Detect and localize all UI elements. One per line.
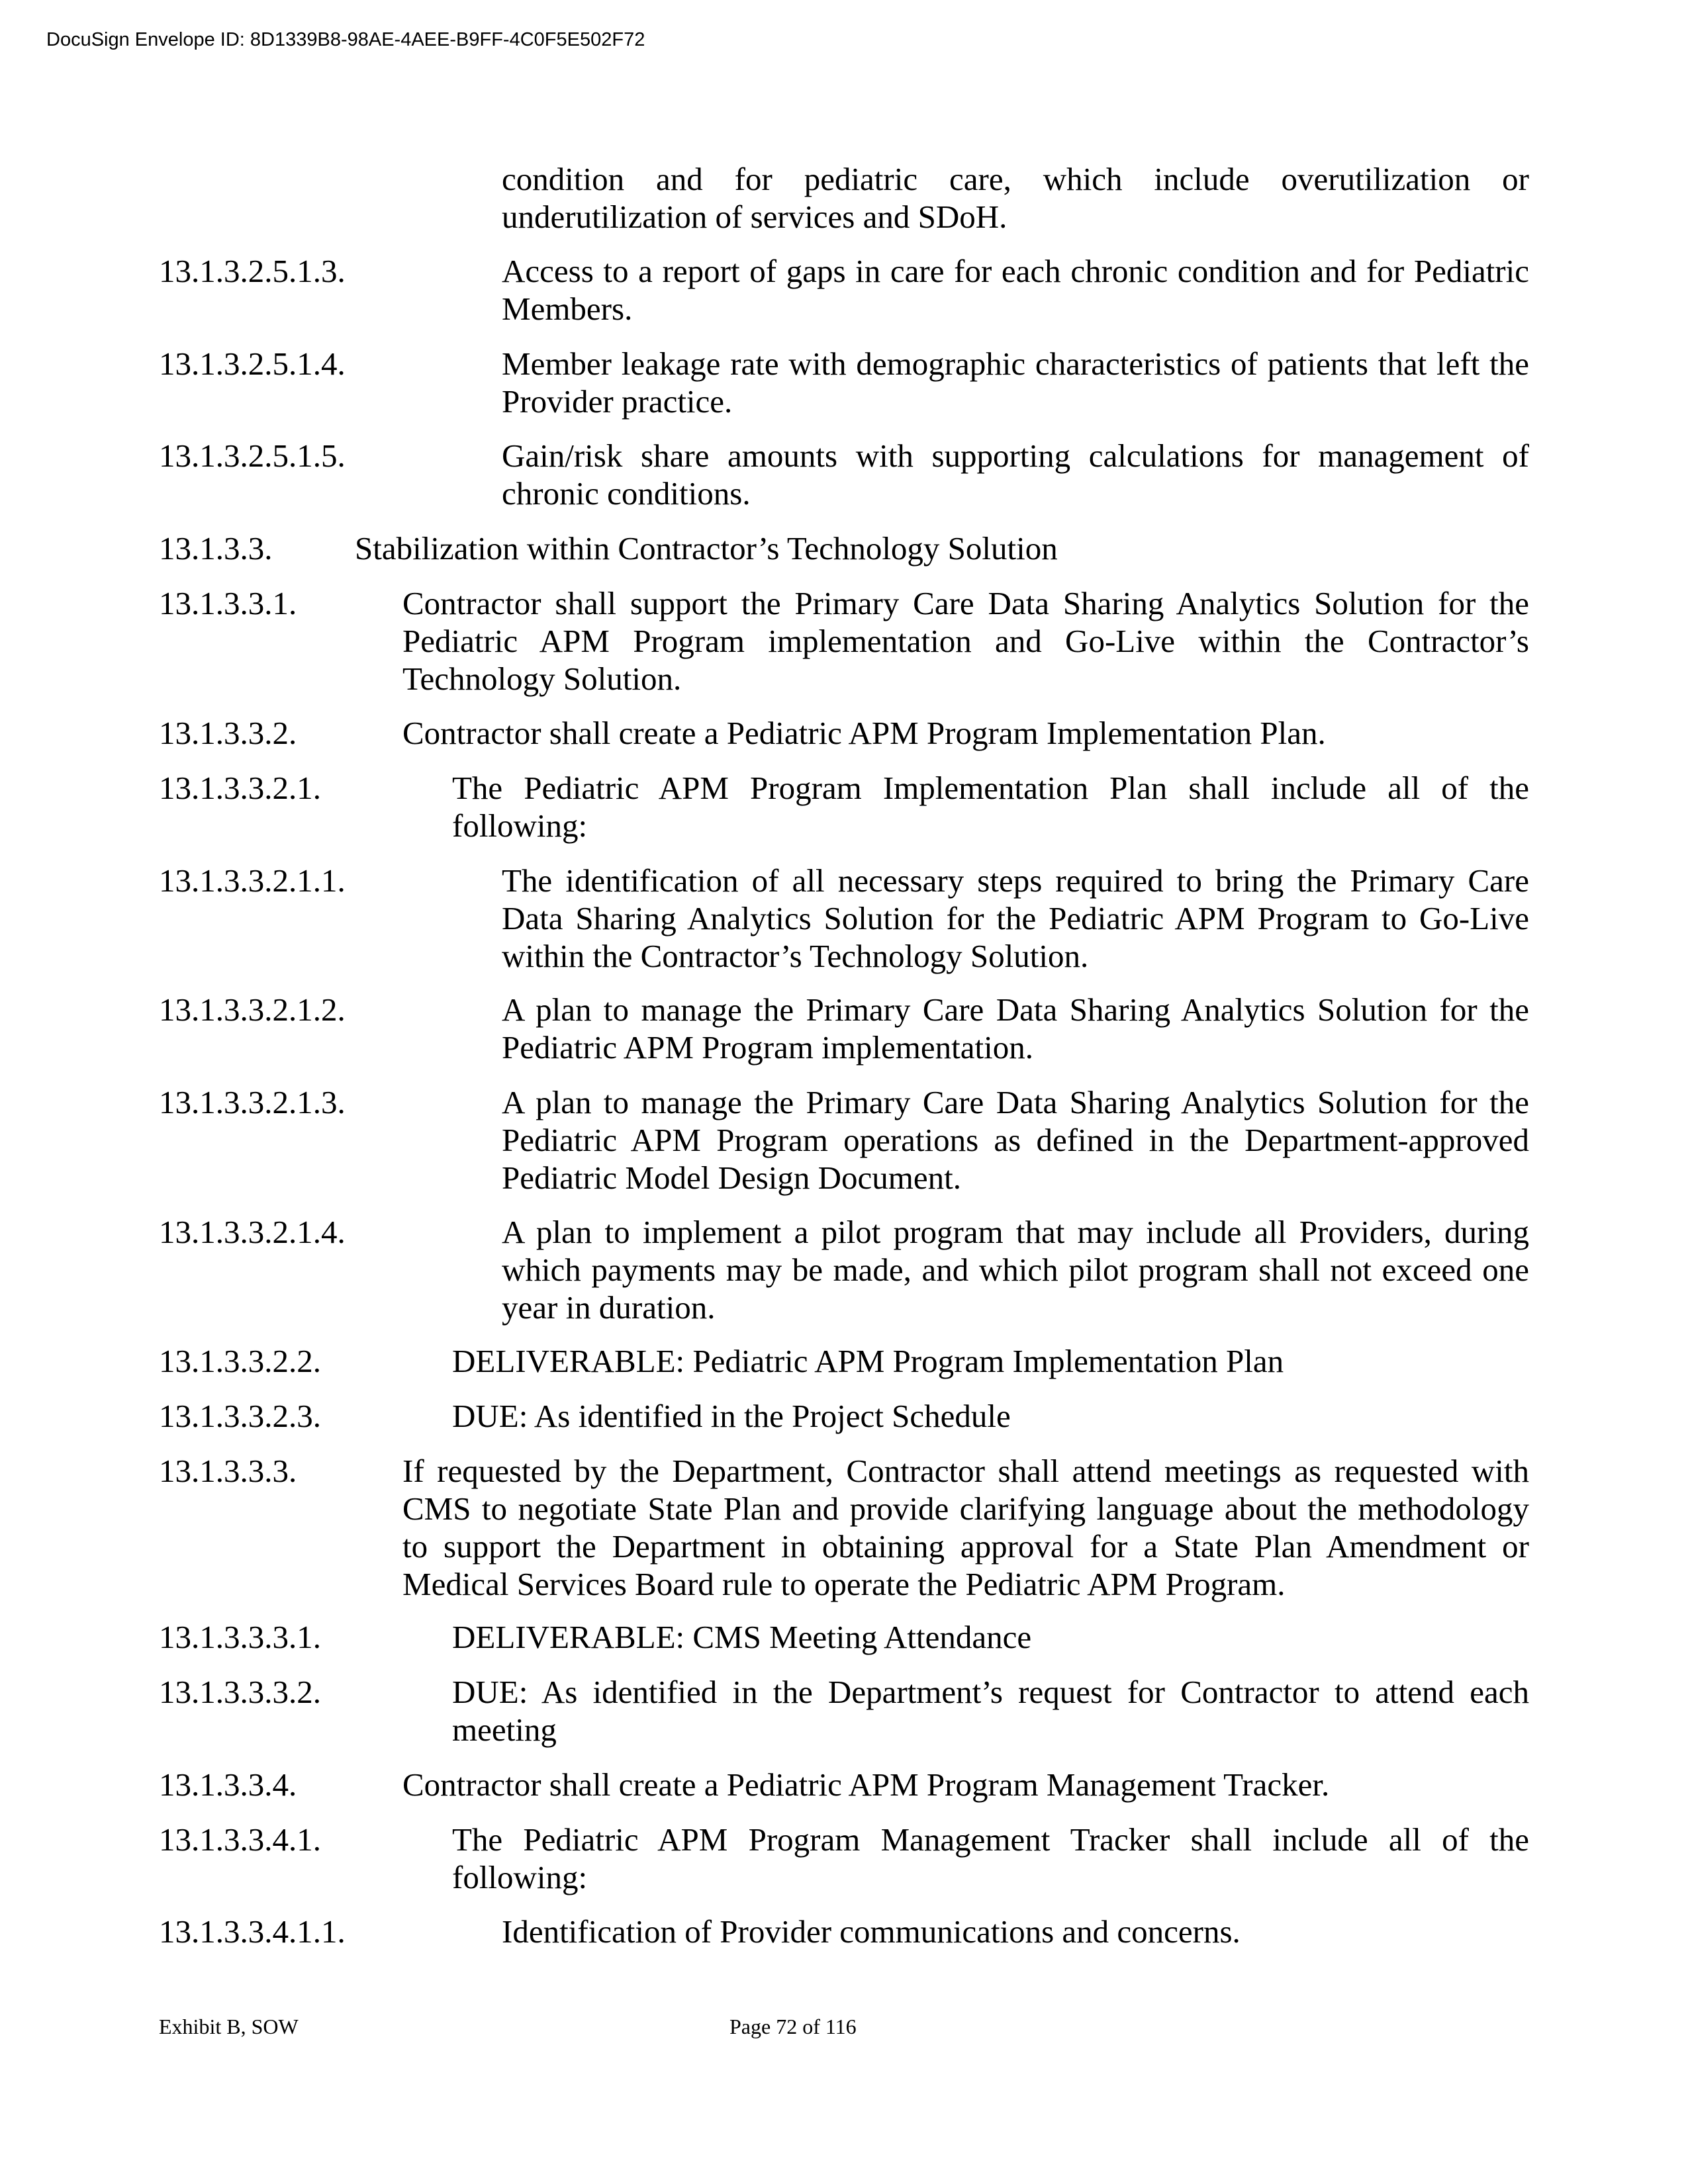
section-number: 13.1.3.2.5.1.5. bbox=[159, 437, 346, 474]
due-text: DUE: As identified in the Project Schedule bbox=[452, 1398, 1011, 1434]
section-text: A plan to manage the Primary Care Data Sharing Analytics Solution for the Pediatric APM Program operations as defined in the Department-approved Pediatric Model Design Document. bbox=[502, 1084, 1529, 1196]
section-number: 13.1.3.3.3. bbox=[159, 1453, 297, 1489]
section-number: 13.1.3.3.2.1. bbox=[159, 770, 321, 806]
deliverable-text: DELIVERABLE: Pediatric APM Program Implementation Plan bbox=[452, 1343, 1284, 1379]
footer-page-number: Page 72 of 116 bbox=[729, 2015, 857, 2038]
section-text: The identification of all necessary steps required to bring the Primary Care Data Sharing Analytics Solution for the Pediatric APM Program to Go-Live within the Contractor’s Technology Solution. bbox=[502, 862, 1529, 974]
section-text: Contractor shall create a Pediatric APM Program Management Tracker. bbox=[402, 1766, 1330, 1803]
section-number: 13.1.3.3.2. bbox=[159, 715, 297, 751]
section-text: The Pediatric APM Program Implementation Plan shall include all of the following: bbox=[452, 770, 1529, 844]
section-number: 13.1.3.3. bbox=[159, 530, 273, 567]
section-text: A plan to manage the Primary Care Data Sharing Analytics Solution for the Pediatric APM Program implementation. bbox=[502, 991, 1529, 1066]
section-text: Contractor shall create a Pediatric APM Program Implementation Plan. bbox=[402, 715, 1326, 751]
section-text: Identification of Provider communications and concerns. bbox=[502, 1913, 1241, 1950]
section-text: Member leakage rate with demographic characteristics of patients that left the Provider practice. bbox=[502, 345, 1529, 420]
section-number: 13.1.3.3.4. bbox=[159, 1766, 297, 1803]
section-number: 13.1.3.3.1. bbox=[159, 585, 297, 621]
section-number: 13.1.3.3.3.2. bbox=[159, 1674, 321, 1710]
section-text: Gain/risk share amounts with supporting calculations for management of chronic conditions. bbox=[502, 437, 1529, 512]
section-number: 13.1.3.3.2.1.2. bbox=[159, 991, 346, 1028]
section-number: 13.1.3.2.5.1.4. bbox=[159, 345, 346, 382]
section-text: The Pediatric APM Program Management Tracker shall include all of the following: bbox=[452, 1821, 1529, 1895]
section-number: 13.1.3.3.2.2. bbox=[159, 1343, 321, 1379]
deliverable-text: DELIVERABLE: CMS Meeting Attendance bbox=[452, 1619, 1032, 1655]
section-number: 13.1.3.2.5.1.3. bbox=[159, 253, 346, 289]
section-heading: Stabilization within Contractor’s Technology Solution bbox=[355, 530, 1058, 567]
section-number: 13.1.3.3.2.1.1. bbox=[159, 862, 346, 899]
docusign-envelope-id: DocuSign Envelope ID: 8D1339B8-98AE-4AEE-B9FF-4C0F5E502F72 bbox=[46, 29, 645, 50]
section-number: 13.1.3.3.2.3. bbox=[159, 1398, 321, 1434]
section-number: 13.1.3.3.4.1. bbox=[159, 1821, 321, 1858]
section-text: If requested by the Department, Contractor shall attend meetings as requested with CMS to negotiate State Plan and provide clarifying language about the methodology to support the Department in obtaining approval for a State Plan Amendment or Medical Services Board rule to operate the Pediatric APM Program. bbox=[402, 1453, 1529, 1602]
section-number: 13.1.3.3.4.1.1. bbox=[159, 1913, 346, 1950]
section-number: 13.1.3.3.2.1.4. bbox=[159, 1214, 346, 1250]
section-number: 13.1.3.3.2.1.3. bbox=[159, 1084, 346, 1120]
section-text: A plan to implement a pilot program that may include all Providers, during which payments may be made, and which pilot program shall not exceed one year in duration. bbox=[502, 1214, 1529, 1326]
section-text: Access to a report of gaps in care for each chronic condition and for Pediatric Members. bbox=[502, 253, 1529, 327]
section-number: 13.1.3.3.3.1. bbox=[159, 1619, 321, 1655]
section-text: condition and for pediatric care, which include overutilization or underutilization of services and SDoH. bbox=[502, 161, 1529, 235]
due-text: DUE: As identified in the Department’s request for Contractor to attend each meeting bbox=[452, 1674, 1529, 1748]
footer-exhibit-label: Exhibit B, SOW bbox=[159, 2015, 299, 2038]
section-text: Contractor shall support the Primary Care Data Sharing Analytics Solution for the Pediatric APM Program implementation and Go-Live within the Contractor’s Technology Solution. bbox=[402, 585, 1529, 697]
